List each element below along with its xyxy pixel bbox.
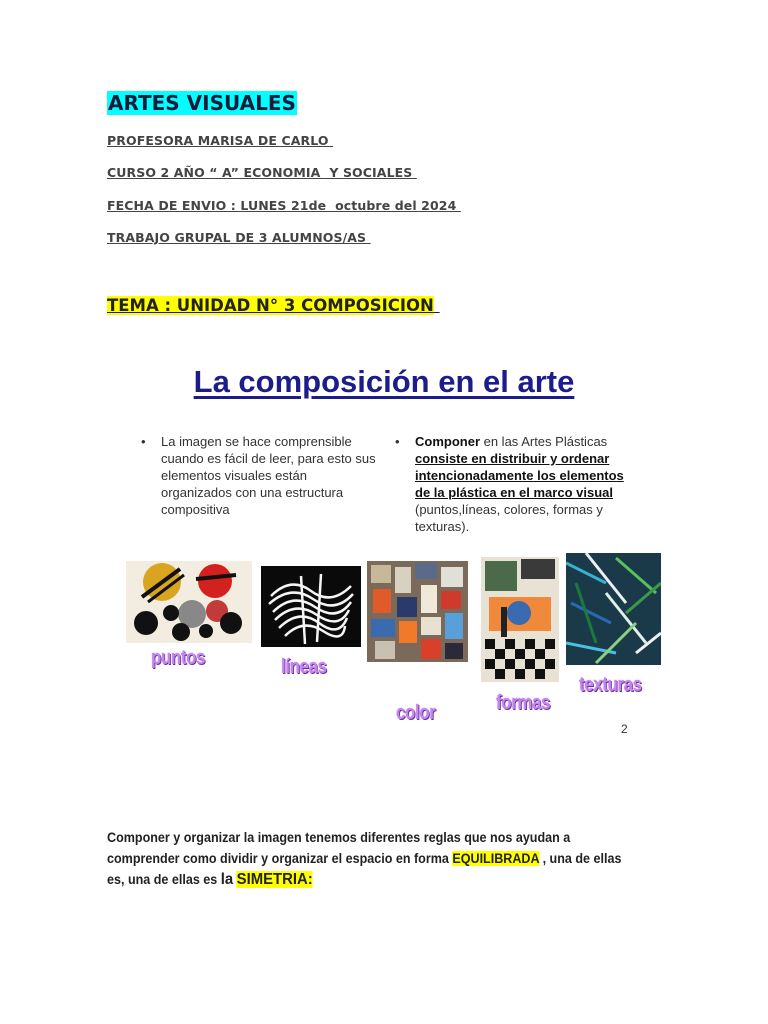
slide-page-number: 2 bbox=[621, 722, 628, 736]
label-formas: formas bbox=[496, 692, 551, 714]
bullet-right-bold: Componer bbox=[415, 434, 480, 449]
texturas-artwork bbox=[566, 553, 661, 665]
bullet-right-text1: en las Artes Plásticas bbox=[480, 434, 608, 449]
bullet-dot: • bbox=[395, 434, 400, 449]
bullet-right-underlined: consiste en distribuir y ordenar intencionadamente los elementos de la plástica en el marco visual bbox=[415, 451, 624, 500]
bullet-right bbox=[395, 433, 630, 535]
highlight-equilibrada: EQUILIBRADA bbox=[452, 851, 540, 866]
label-puntos: puntos bbox=[151, 647, 206, 669]
label-lineas: líneas bbox=[281, 656, 327, 678]
bullet-right-text2: (puntos,líneas, colores, formas y texturas). bbox=[415, 502, 603, 534]
puntos-artwork bbox=[126, 561, 252, 643]
lineas-artwork bbox=[261, 566, 361, 647]
course-line: CURSO 2 AÑO “ A” ECONOMIA Y SOCIALES bbox=[107, 165, 417, 180]
bullet-left-text: La imagen se hace comprensible cuando es fácil de leer, para esto sus elementos visuales están organizados con una estructura compositiva bbox=[161, 434, 376, 517]
formas-artwork bbox=[481, 557, 559, 682]
paragraph-text1: Componer y organizar la imagen tenemos diferentes reglas que nos ayudan a comprender como dividir y organizar el espacio en forma bbox=[107, 830, 571, 866]
highlight-simetria: SIMETRIA: bbox=[236, 871, 313, 888]
paragraph-la: la bbox=[220, 871, 234, 888]
paragraph-text2: , una de ellas es, una de ellas es bbox=[107, 851, 622, 887]
tema-text: TEMA : UNIDAD N° 3 COMPOSICION bbox=[107, 296, 434, 315]
group-line: TRABAJO GRUPAL DE 3 ALUMNOS/AS bbox=[107, 230, 371, 245]
label-color: color bbox=[396, 702, 436, 724]
body-paragraph bbox=[107, 827, 628, 890]
color-artwork bbox=[367, 561, 468, 662]
label-texturas: texturas bbox=[579, 674, 642, 696]
tema-heading bbox=[107, 296, 440, 315]
bullet-left bbox=[141, 433, 376, 518]
professor-line: PROFESORA MARISA DE CARLO bbox=[107, 133, 334, 148]
date-line: FECHA DE ENVIO : LUNES 21de octubre del 2024 bbox=[107, 198, 461, 213]
document-title: ARTES VISUALES bbox=[108, 91, 296, 115]
bullet-dot: • bbox=[141, 434, 146, 449]
slide-title: La composición en el arte bbox=[193, 364, 575, 399]
